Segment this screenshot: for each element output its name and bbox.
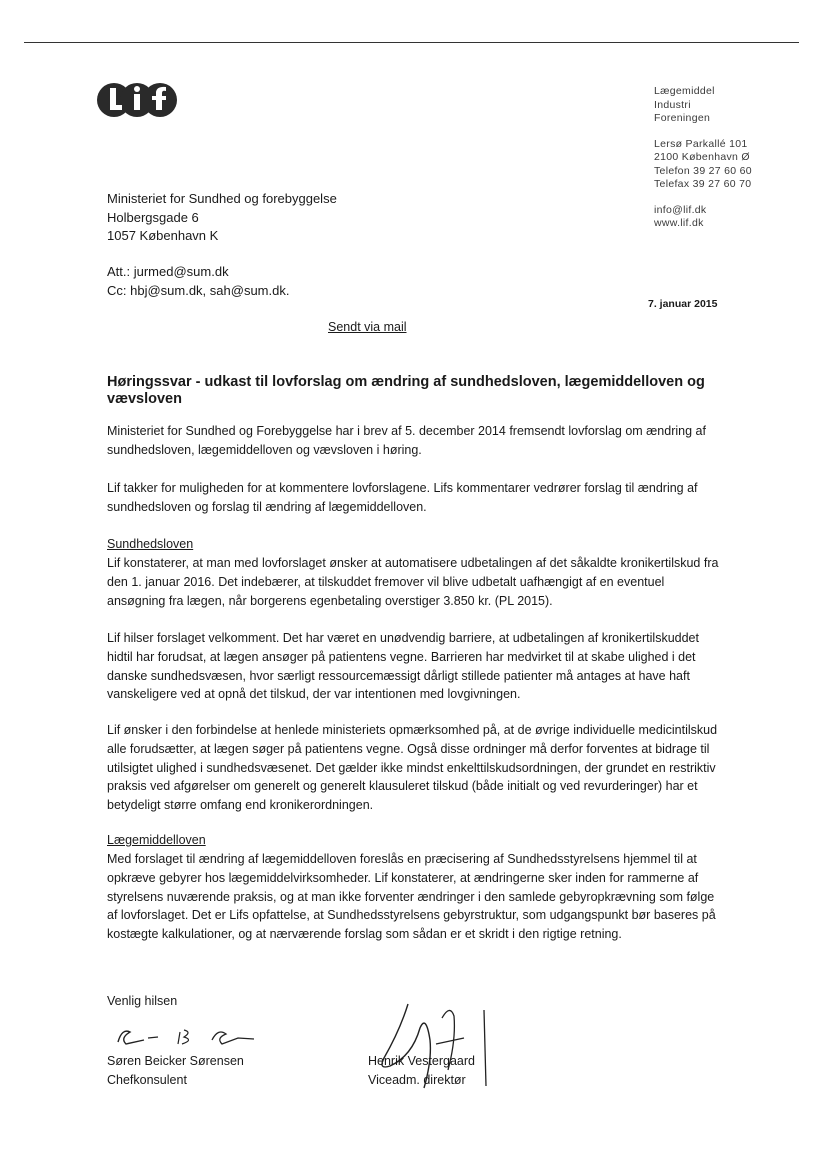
- closing-greeting: Venlig hilsen: [107, 994, 178, 1008]
- signatory-left-name: Søren Beicker Sørensen: [107, 1054, 244, 1068]
- att-line: Att.: jurmed@sum.dk: [107, 264, 229, 279]
- sender-block: [654, 85, 752, 231]
- sender-phone: Telefon 39 27 60 60: [654, 164, 752, 177]
- recipient-line: 1057 København K: [107, 228, 219, 243]
- sender-fax: Telefax 39 27 60 70: [654, 178, 752, 190]
- sender-name-line: Lægemiddel: [654, 85, 715, 97]
- letter-date: 7. januar 2015: [648, 298, 718, 310]
- paragraph-laegemiddelloven: Med forslaget til ændring af lægemiddelloven foreslås en præcisering af Sundhedsstyrelsens hjemmel til at opkræve gebyrer hos lægemiddelvirksomheder. Lif konstaterer, at ændringerne sker inden for rammerne af styrelsens nuværende praksis, og at man ikke forventer ændringer i den samlede gebyropkrævning som følge af lovforslaget. Det er Lifs opfattelse, at Sundhedsstyrelsens gebyrstruktur, som udgangspunkt bør baseres på kostægte kalkulationer, og at nærværende forslag som sådan er et skridt i den rigtige retning.: [107, 852, 716, 942]
- sent-via-mail: Sendt via mail: [328, 320, 407, 334]
- top-rule: [24, 42, 799, 43]
- signatory-right-role: Viceadm. direktør: [368, 1073, 466, 1087]
- sender-name-line: Industri: [654, 98, 691, 111]
- subheading-sundhedsloven: Sundhedsloven: [107, 537, 194, 551]
- recipient-address: [107, 190, 337, 246]
- sender-name-line: Foreningen: [654, 112, 711, 124]
- paragraph-intro: Ministeriet for Sundhed og Forebyggelse har i brev af 5. december 2014 fremsendt lovforslag om ændring af sundhedsloven, lægemiddelloven og vævsloven i høring.: [107, 424, 706, 457]
- paragraph-sundhedsloven-1: Lif konstaterer, at man med lovforslaget ønsker at automatisere udbetalingen af det såkaldte kronikertilskud fra den 1. januar 2016. Det indebærer, at tilskuddet fremover vil blive udbetalt uafhængigt af en eventuel ansøgning fra lægen, når borgerens egenbetaling overstiger 3.850 kr. (PL 2015).: [107, 556, 719, 608]
- sender-address-line: 2100 København Ø: [654, 151, 750, 163]
- cc-line: Cc: hbj@sum.dk, sah@sum.dk.: [107, 282, 290, 298]
- signatory-left-role: Chefkonsulent: [107, 1073, 187, 1087]
- sender-website: www.lif.dk: [654, 217, 704, 229]
- letter-title: Høringssvar - udkast til lovforslag om ændring af sundhedsloven, lægemiddelloven og vævsloven: [107, 374, 705, 407]
- paragraph-sundhedsloven-2: Lif hilser forslaget velkomment. Det har været en unødvendig barriere, at udbetalingen af kronikertilskuddet hidtil har forudsat, at lægen ansøger på patientens vegne. Barrieren har medvirket til at skabe ulighed i det danske sundhedsvæsen, hvor særligt ressourcemæssigt dårligt stillede patienter må antages at have haft vanskeligere ved at opnå det tilskud, der var intentionen med lovgivningen.: [107, 631, 699, 702]
- lif-logo: [96, 80, 178, 120]
- sender-address-line: Lersø Parkallé 101: [654, 137, 748, 150]
- signatory-right: [368, 1052, 475, 1090]
- signatory-right-name: Henrik Vestergaard: [368, 1054, 476, 1068]
- paragraph-sundhedsloven-3: Lif ønsker i den forbindelse at henlede ministeriets opmærksomhed på, at de øvrige individuelle medicintilskud alle forudsætter, at lægen søger på patientens vegne. Også disse ordninger må derfor forventes at bidrage til utilsigtet ulighed i sundhedsvæsenet. Det gælder ikke mindst enkelttilskudsordningen, der grundet en restriktiv praksis ved afgørelser om generelt og generelt klausuleret tilskud (både initialt og ved revurderinger) har et betydeligt større omfang end kronikerordningen.: [107, 723, 718, 813]
- subheading-laegemiddelloven: Lægemiddelloven: [107, 833, 206, 847]
- paragraph-thanks: Lif takker for muligheden for at kommentere lovforslagene. Lifs kommentarer vedrører forslag til ændring af sundhedsloven og forslag til ændring af lægemiddelloven.: [107, 481, 698, 514]
- recipient-line: Ministeriet for Sundhed og forebyggelse: [107, 191, 337, 206]
- recipient-line: Holbergsgade 6: [107, 209, 199, 225]
- sender-email: info@lif.dk: [654, 203, 707, 216]
- signature-left: [108, 1022, 268, 1050]
- attention-block: [107, 263, 289, 300]
- signatory-left: [107, 1052, 244, 1090]
